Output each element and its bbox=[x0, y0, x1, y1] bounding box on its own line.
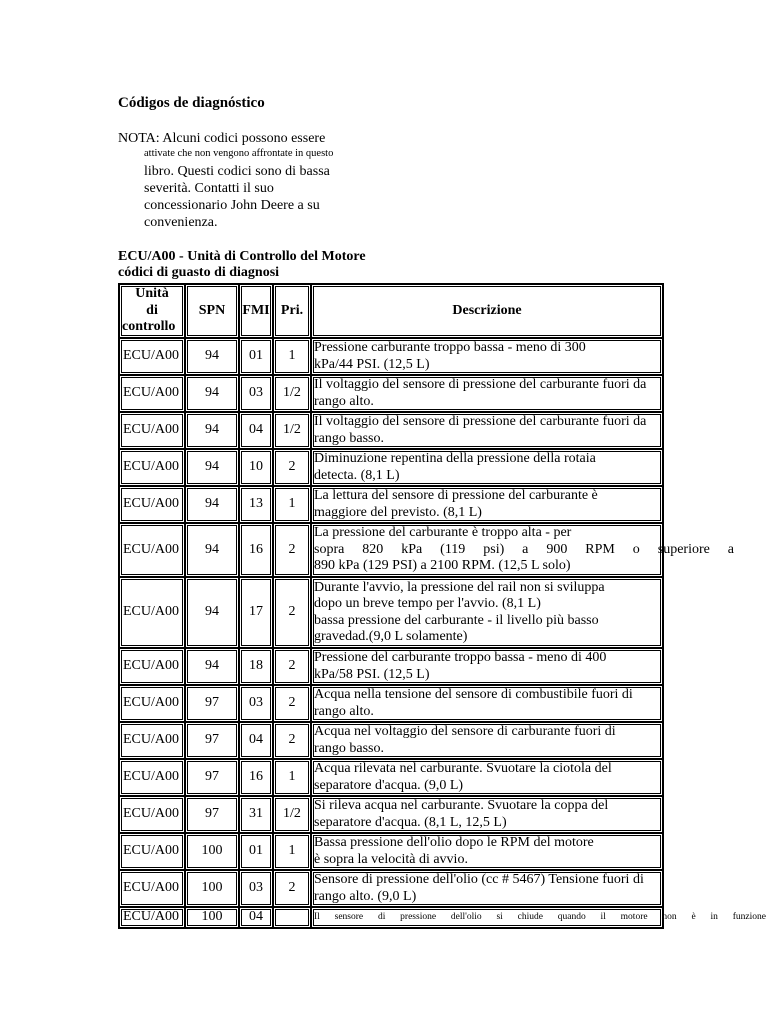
cell-fmi: 03 bbox=[239, 685, 273, 722]
note-line: NOTA: Alcuni codici possono essere bbox=[118, 131, 326, 146]
cell-spn: 97 bbox=[185, 796, 239, 833]
cell-pri: 1 bbox=[273, 833, 311, 870]
table-row bbox=[119, 449, 663, 486]
cell-pri: 1 bbox=[273, 486, 311, 523]
table-row bbox=[119, 338, 663, 375]
cell-pri: 2 bbox=[273, 523, 311, 577]
page-title: Códigos de diagnóstico bbox=[118, 95, 265, 111]
description-line: Pressione del carburante troppo bassa - meno di 400 bbox=[314, 650, 607, 665]
cell-unit: ECU/A00 bbox=[119, 833, 185, 870]
cell-pri: 2 bbox=[273, 722, 311, 759]
description-line: Acqua nel voltaggio del sensore di carburante fuori di bbox=[314, 724, 616, 739]
header-unit: Unità di controllo bbox=[119, 284, 185, 338]
section-title: ECU/A00 - Unità di Controllo del Motore bbox=[118, 249, 366, 264]
description-line: 890 kPa (129 PSI) a 2100 RPM. (12,5 L solo) bbox=[314, 558, 571, 574]
cell-spn: 100 bbox=[185, 833, 239, 870]
description-line: Diminuzione repentina della pressione della rotaia bbox=[314, 451, 596, 466]
description-line: Il voltaggio del sensore di pressione del carburante fuori da bbox=[314, 377, 647, 392]
description-line: rango alto. (9,0 L) bbox=[314, 888, 417, 904]
description-line: Sensore di pressione dell'olio (cc # 5467) Tensione fuori di bbox=[314, 872, 644, 887]
cell-pri: 2 bbox=[273, 648, 311, 685]
cell-fmi: 17 bbox=[239, 577, 273, 648]
note-line: concessionario John Deere a su bbox=[144, 198, 320, 213]
cell-unit: ECU/A00 bbox=[119, 577, 185, 648]
cell-fmi: 16 bbox=[239, 759, 273, 796]
cell-spn: 97 bbox=[185, 759, 239, 796]
note-block bbox=[118, 130, 333, 231]
description-line: Il voltaggio del sensore di pressione del carburante fuori da bbox=[314, 414, 647, 429]
description-line: Durante l'avvio, la pressione del rail non si sviluppa bbox=[314, 579, 605, 595]
description-line: detecta. (8,1 L) bbox=[314, 467, 400, 483]
section-heading bbox=[118, 249, 366, 281]
table-row bbox=[119, 486, 663, 523]
description-line: Bassa pressione dell'olio dopo le RPM del motore bbox=[314, 835, 594, 850]
cell-description bbox=[311, 375, 663, 412]
header-pri: Pri. bbox=[273, 284, 311, 338]
description-line: kPa/44 PSI. (12,5 L) bbox=[314, 356, 430, 372]
description-line: sopra 820 kPa (119 psi) a 900 RPM o superiore a bbox=[314, 541, 734, 557]
cell-fmi: 18 bbox=[239, 648, 273, 685]
cell-description bbox=[311, 449, 663, 486]
description-line: gravedad.(9,0 L solamente) bbox=[314, 629, 468, 644]
cell-spn: 97 bbox=[185, 685, 239, 722]
description-line: rango alto. bbox=[314, 393, 374, 409]
cell-description bbox=[311, 338, 663, 375]
cell-unit: ECU/A00 bbox=[119, 796, 185, 833]
cell-pri: 1/2 bbox=[273, 375, 311, 412]
table-row bbox=[119, 796, 663, 833]
cell-unit: ECU/A00 bbox=[119, 759, 185, 796]
cell-description bbox=[311, 796, 663, 833]
description-line: separatore d'acqua. (8,1 L, 12,5 L) bbox=[314, 814, 507, 830]
cell-unit: ECU/A00 bbox=[119, 685, 185, 722]
table-row bbox=[119, 375, 663, 412]
cell-unit: ECU/A00 bbox=[119, 338, 185, 375]
cell-description bbox=[311, 685, 663, 722]
cell-description bbox=[311, 759, 663, 796]
cell-description bbox=[311, 412, 663, 449]
diagnostic-codes-table bbox=[118, 283, 766, 929]
cell-unit: ECU/A00 bbox=[119, 375, 185, 412]
description-line: separatore d'acqua. (9,0 L) bbox=[314, 777, 464, 793]
cell-pri: 1/2 bbox=[273, 412, 311, 449]
cell-fmi: 04 bbox=[239, 907, 273, 928]
cell-fmi: 03 bbox=[239, 870, 273, 907]
table-row bbox=[119, 648, 663, 685]
cell-description bbox=[311, 577, 663, 648]
cell-spn: 94 bbox=[185, 577, 239, 648]
cell-spn: 94 bbox=[185, 338, 239, 375]
cell-unit: ECU/A00 bbox=[119, 722, 185, 759]
cell-spn: 94 bbox=[185, 523, 239, 577]
description-line: rango basso. bbox=[314, 740, 384, 756]
cell-description bbox=[311, 870, 663, 907]
cell-spn: 97 bbox=[185, 722, 239, 759]
note-line: attivate che non vengono affrontate in questo bbox=[144, 148, 334, 159]
description-line: Il sensore di pressione dell'olio si chiude quando il motore non è in funzione bbox=[314, 912, 766, 922]
cell-unit: ECU/A00 bbox=[119, 870, 185, 907]
cell-pri: 2 bbox=[273, 870, 311, 907]
cell-unit: ECU/A00 bbox=[119, 523, 185, 577]
cell-description bbox=[311, 486, 663, 523]
cell-description bbox=[311, 833, 663, 870]
cell-pri: 2 bbox=[273, 449, 311, 486]
cell-description bbox=[311, 722, 663, 759]
cell-spn: 94 bbox=[185, 449, 239, 486]
table-row bbox=[119, 907, 663, 928]
cell-fmi: 03 bbox=[239, 375, 273, 412]
diagnostic-table-wrapper bbox=[118, 283, 766, 929]
table-row bbox=[119, 722, 663, 759]
cell-fmi: 01 bbox=[239, 833, 273, 870]
table-body bbox=[119, 338, 766, 928]
note-line: severità. Contatti il suo bbox=[144, 181, 274, 196]
description-line: La lettura del sensore di pressione del carburante è bbox=[314, 488, 598, 503]
description-line: Acqua nella tensione del sensore di combustibile fuori di bbox=[314, 687, 633, 702]
cell-description bbox=[311, 907, 766, 928]
table-row bbox=[119, 870, 663, 907]
description-line: kPa/58 PSI. (12,5 L) bbox=[314, 666, 430, 682]
description-line: Acqua rilevata nel carburante. Svuotare la ciotola del bbox=[314, 761, 612, 776]
table-row bbox=[119, 833, 663, 870]
cell-fmi: 31 bbox=[239, 796, 273, 833]
table-row bbox=[119, 577, 663, 648]
cell-fmi: 16 bbox=[239, 523, 273, 577]
cell-pri: 1 bbox=[273, 338, 311, 375]
header-description: Descrizione bbox=[311, 284, 663, 338]
cell-spn: 94 bbox=[185, 648, 239, 685]
cell-unit: ECU/A00 bbox=[119, 648, 185, 685]
cell-pri: 1/2 bbox=[273, 796, 311, 833]
description-line: bassa pressione del carburante - il livello più basso bbox=[314, 612, 599, 628]
cell-spn: 94 bbox=[185, 486, 239, 523]
description-line: dopo un breve tempo per l'avvio. (8,1 L) bbox=[314, 596, 541, 611]
cell-fmi: 04 bbox=[239, 722, 273, 759]
table-row bbox=[119, 759, 663, 796]
cell-spn: 100 bbox=[185, 907, 239, 928]
cell-spn: 94 bbox=[185, 375, 239, 412]
section-subtitle: códici di guasto di diagnosi bbox=[118, 265, 280, 280]
description-line: è sopra la velocità di avvio. bbox=[314, 851, 468, 867]
table-row bbox=[119, 685, 663, 722]
description-line: maggiore del previsto. (8,1 L) bbox=[314, 504, 482, 520]
cell-fmi: 01 bbox=[239, 338, 273, 375]
cell-pri bbox=[273, 907, 311, 928]
cell-pri: 1 bbox=[273, 759, 311, 796]
header-spn: SPN bbox=[185, 284, 239, 338]
cell-unit: ECU/A00 bbox=[119, 486, 185, 523]
cell-pri: 2 bbox=[273, 685, 311, 722]
table-row bbox=[119, 412, 663, 449]
note-line: convenienza. bbox=[144, 215, 218, 230]
table-header-row bbox=[119, 284, 663, 338]
cell-unit: ECU/A00 bbox=[119, 449, 185, 486]
cell-unit: ECU/A00 bbox=[119, 412, 185, 449]
description-line: Pressione carburante troppo bassa - meno di 300 bbox=[314, 340, 586, 355]
cell-spn: 100 bbox=[185, 870, 239, 907]
cell-description bbox=[311, 648, 663, 685]
note-line: libro. Questi codici sono di bassa bbox=[144, 164, 330, 179]
description-line: La pressione del carburante è troppo alta - per bbox=[314, 525, 572, 541]
cell-fmi: 13 bbox=[239, 486, 273, 523]
header-fmi: FMI bbox=[239, 284, 273, 338]
cell-unit: ECU/A00 bbox=[119, 907, 185, 928]
cell-fmi: 10 bbox=[239, 449, 273, 486]
table-row bbox=[119, 523, 663, 577]
description-line: Si rileva acqua nel carburante. Svuotare la coppa del bbox=[314, 798, 609, 813]
description-line: rango basso. bbox=[314, 430, 384, 446]
cell-spn: 94 bbox=[185, 412, 239, 449]
cell-pri: 2 bbox=[273, 577, 311, 648]
description-line: rango alto. bbox=[314, 703, 374, 719]
cell-description bbox=[311, 523, 734, 577]
cell-fmi: 04 bbox=[239, 412, 273, 449]
